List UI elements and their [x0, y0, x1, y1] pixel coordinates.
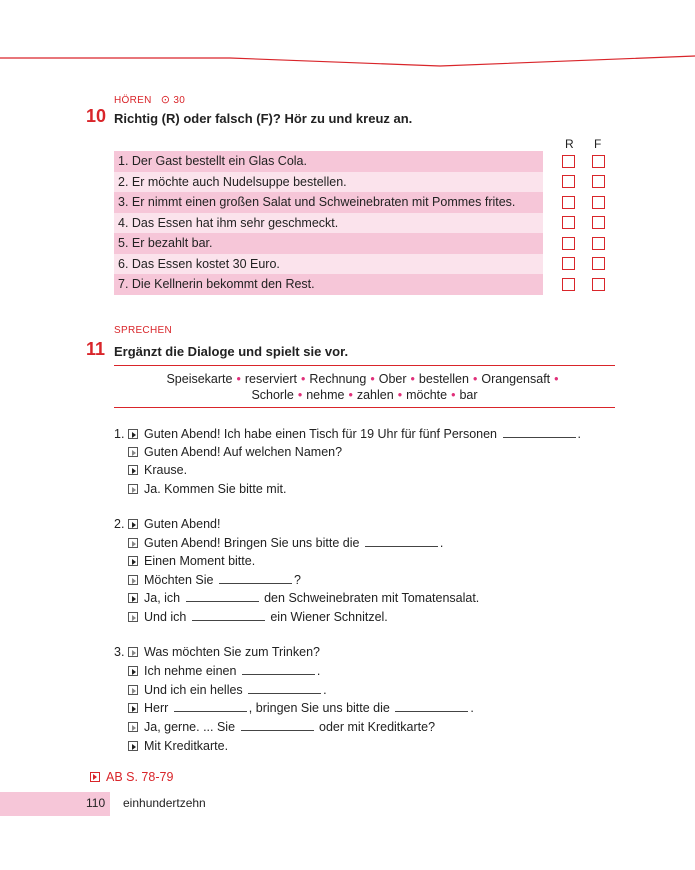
- checkbox-r-7[interactable]: [562, 278, 575, 291]
- checkbox-r-1[interactable]: [562, 155, 575, 168]
- bullet-separator: •: [348, 388, 353, 402]
- statement-row: 6. Das Essen kostet 30 Euro.: [114, 254, 543, 275]
- audio-track-number: 30: [173, 95, 186, 106]
- bullet-separator: •: [554, 372, 559, 386]
- word-bank-item: Ober: [378, 372, 407, 386]
- workbook-reference[interactable]: AB S. 78-79: [90, 770, 173, 784]
- checkbox-f-5[interactable]: [592, 237, 605, 250]
- speaker-a-icon: [128, 429, 138, 439]
- column-header-r: R: [565, 137, 574, 151]
- checkbox-r-5[interactable]: [562, 237, 575, 250]
- word-bank-line-2: [114, 387, 615, 403]
- section-label-sprechen: SPRECHEN: [114, 325, 172, 336]
- answer-blank[interactable]: [248, 682, 321, 694]
- answer-blank[interactable]: [503, 426, 576, 438]
- bullet-separator: •: [370, 372, 375, 386]
- checkbox-f-3[interactable]: [592, 196, 605, 209]
- speaker-b-icon: [128, 722, 138, 732]
- word-bank-item: Orangensaft: [481, 372, 551, 386]
- exercise-number-10: 10: [86, 106, 107, 126]
- statement-row: 1. Der Gast bestellt ein Glas Cola.: [114, 151, 543, 172]
- word-bank-item: bestellen: [418, 372, 469, 386]
- dialogue-line: 1. Guten Abend! Ich habe einen Tisch für 19 Uhr für fünf Personen .: [114, 427, 581, 441]
- exercise-number-11: 11: [86, 339, 106, 359]
- checkbox-f-1[interactable]: [592, 155, 605, 168]
- page-number-word: einhundertzehn: [123, 796, 206, 810]
- word-bank-item: Schorle: [251, 388, 294, 402]
- answer-blank[interactable]: [241, 719, 314, 731]
- speaker-b-icon: [128, 538, 138, 548]
- exercise-title-10: Richtig (R) oder falsch (F)? Hör zu und kreuz an.: [114, 111, 413, 126]
- answer-blank[interactable]: [365, 535, 438, 547]
- bullet-separator: •: [410, 372, 415, 386]
- dialogue-line: Möchten Sie ?: [128, 572, 301, 588]
- speaker-a-icon: [128, 556, 138, 566]
- checkbox-f-2[interactable]: [592, 175, 605, 188]
- word-bank-item: nehme: [306, 388, 345, 402]
- speaker-b-icon: [128, 575, 138, 585]
- speaker-a-icon: [128, 741, 138, 751]
- audio-cd-icon[interactable]: ⊙: [160, 94, 171, 106]
- word-bank: [114, 365, 615, 408]
- speaker-b-icon: [128, 484, 138, 494]
- checkbox-r-4[interactable]: [562, 216, 575, 229]
- dialogue-line: Guten Abend! Bringen Sie uns bitte die .: [128, 535, 443, 551]
- section-label-hoeren: HÖREN ⊙ 30: [114, 94, 186, 106]
- dialogue-line: Herr , bringen Sie uns bitte die .: [128, 700, 474, 716]
- dialogue-line: Und ich ein helles .: [128, 682, 327, 698]
- word-bank-item: reserviert: [244, 372, 297, 386]
- word-bank-item: Rechnung: [309, 372, 367, 386]
- dialogue-line: 2. Guten Abend!: [114, 517, 221, 531]
- word-bank-item: bar: [459, 388, 478, 402]
- checkbox-f-4[interactable]: [592, 216, 605, 229]
- statement-row: 3. Er nimmt einen großen Salat und Schweinebraten mit Pommes frites.: [114, 192, 543, 213]
- speaker-a-icon: [128, 666, 138, 676]
- checkbox-r-6[interactable]: [562, 257, 575, 270]
- bullet-separator: •: [300, 372, 306, 386]
- column-header-f: F: [594, 137, 602, 151]
- checkbox-r-3[interactable]: [562, 196, 575, 209]
- page-number: 110: [86, 796, 106, 810]
- answer-blank[interactable]: [219, 572, 292, 584]
- dialogue-number: 3.: [114, 645, 125, 659]
- bullet-separator: •: [451, 388, 456, 402]
- dialogue-number: 1.: [114, 427, 125, 441]
- bullet-separator: •: [472, 372, 478, 386]
- answer-blank[interactable]: [186, 590, 259, 602]
- statement-row: 4. Das Essen hat ihm sehr geschmeckt.: [114, 213, 543, 234]
- dialogue-line: Guten Abend! Auf welchen Namen?: [128, 444, 342, 460]
- word-bank-item: Speisekarte: [166, 372, 233, 386]
- dialogue-line: Und ich ein Wiener Schnitzel.: [128, 609, 388, 625]
- answer-blank[interactable]: [192, 609, 265, 621]
- checkbox-f-6[interactable]: [592, 257, 605, 270]
- statement-table: [114, 151, 543, 295]
- answer-blank[interactable]: [395, 700, 468, 712]
- bullet-separator: •: [297, 388, 303, 402]
- speaker-a-icon: [128, 593, 138, 603]
- speaker-a-icon: [128, 703, 138, 713]
- dialogue-line: Mit Kreditkarte.: [128, 738, 228, 754]
- statement-row: 7. Die Kellnerin bekommt den Rest.: [114, 274, 543, 295]
- speaker-b-icon: [128, 447, 138, 457]
- top-divider-line: [0, 52, 695, 72]
- dialogue-line: Ja. Kommen Sie bitte mit.: [128, 481, 286, 497]
- checkbox-r-2[interactable]: [562, 175, 575, 188]
- statement-row: 5. Er bezahlt bar.: [114, 233, 543, 254]
- exercise-title-11: Ergänzt die Dialoge und spielt sie vor.: [114, 344, 349, 359]
- word-bank-item: zahlen: [356, 388, 394, 402]
- speaker-a-icon: [128, 519, 138, 529]
- dialogue-line: Ja, gerne. ... Sie oder mit Kreditkarte?: [128, 719, 435, 735]
- checkbox-f-7[interactable]: [592, 278, 605, 291]
- speaker-a-icon: [128, 465, 138, 475]
- answer-blank[interactable]: [174, 700, 247, 712]
- answer-blank[interactable]: [242, 663, 315, 675]
- speaker-b-icon: [128, 685, 138, 695]
- bullet-separator: •: [236, 372, 241, 386]
- speaker-b-icon: [128, 612, 138, 622]
- dialogue-line: Ja, ich den Schweinebraten mit Tomatensalat.: [128, 590, 479, 606]
- dialogue-number: 2.: [114, 517, 125, 531]
- dialogue-line: 3. Was möchten Sie zum Trinken?: [114, 645, 320, 659]
- dialogue-line: Krause.: [128, 462, 187, 478]
- speaker-b-icon: [128, 647, 138, 657]
- statement-row: 2. Er möchte auch Nudelsuppe bestellen.: [114, 172, 543, 193]
- bullet-separator: •: [397, 388, 403, 402]
- dialogue-line: Ich nehme einen .: [128, 663, 320, 679]
- workbook-arrow-icon: [90, 772, 100, 782]
- word-bank-line-1: [114, 371, 615, 387]
- word-bank-item: möchte: [406, 388, 448, 402]
- dialogue-line: Einen Moment bitte.: [128, 553, 255, 569]
